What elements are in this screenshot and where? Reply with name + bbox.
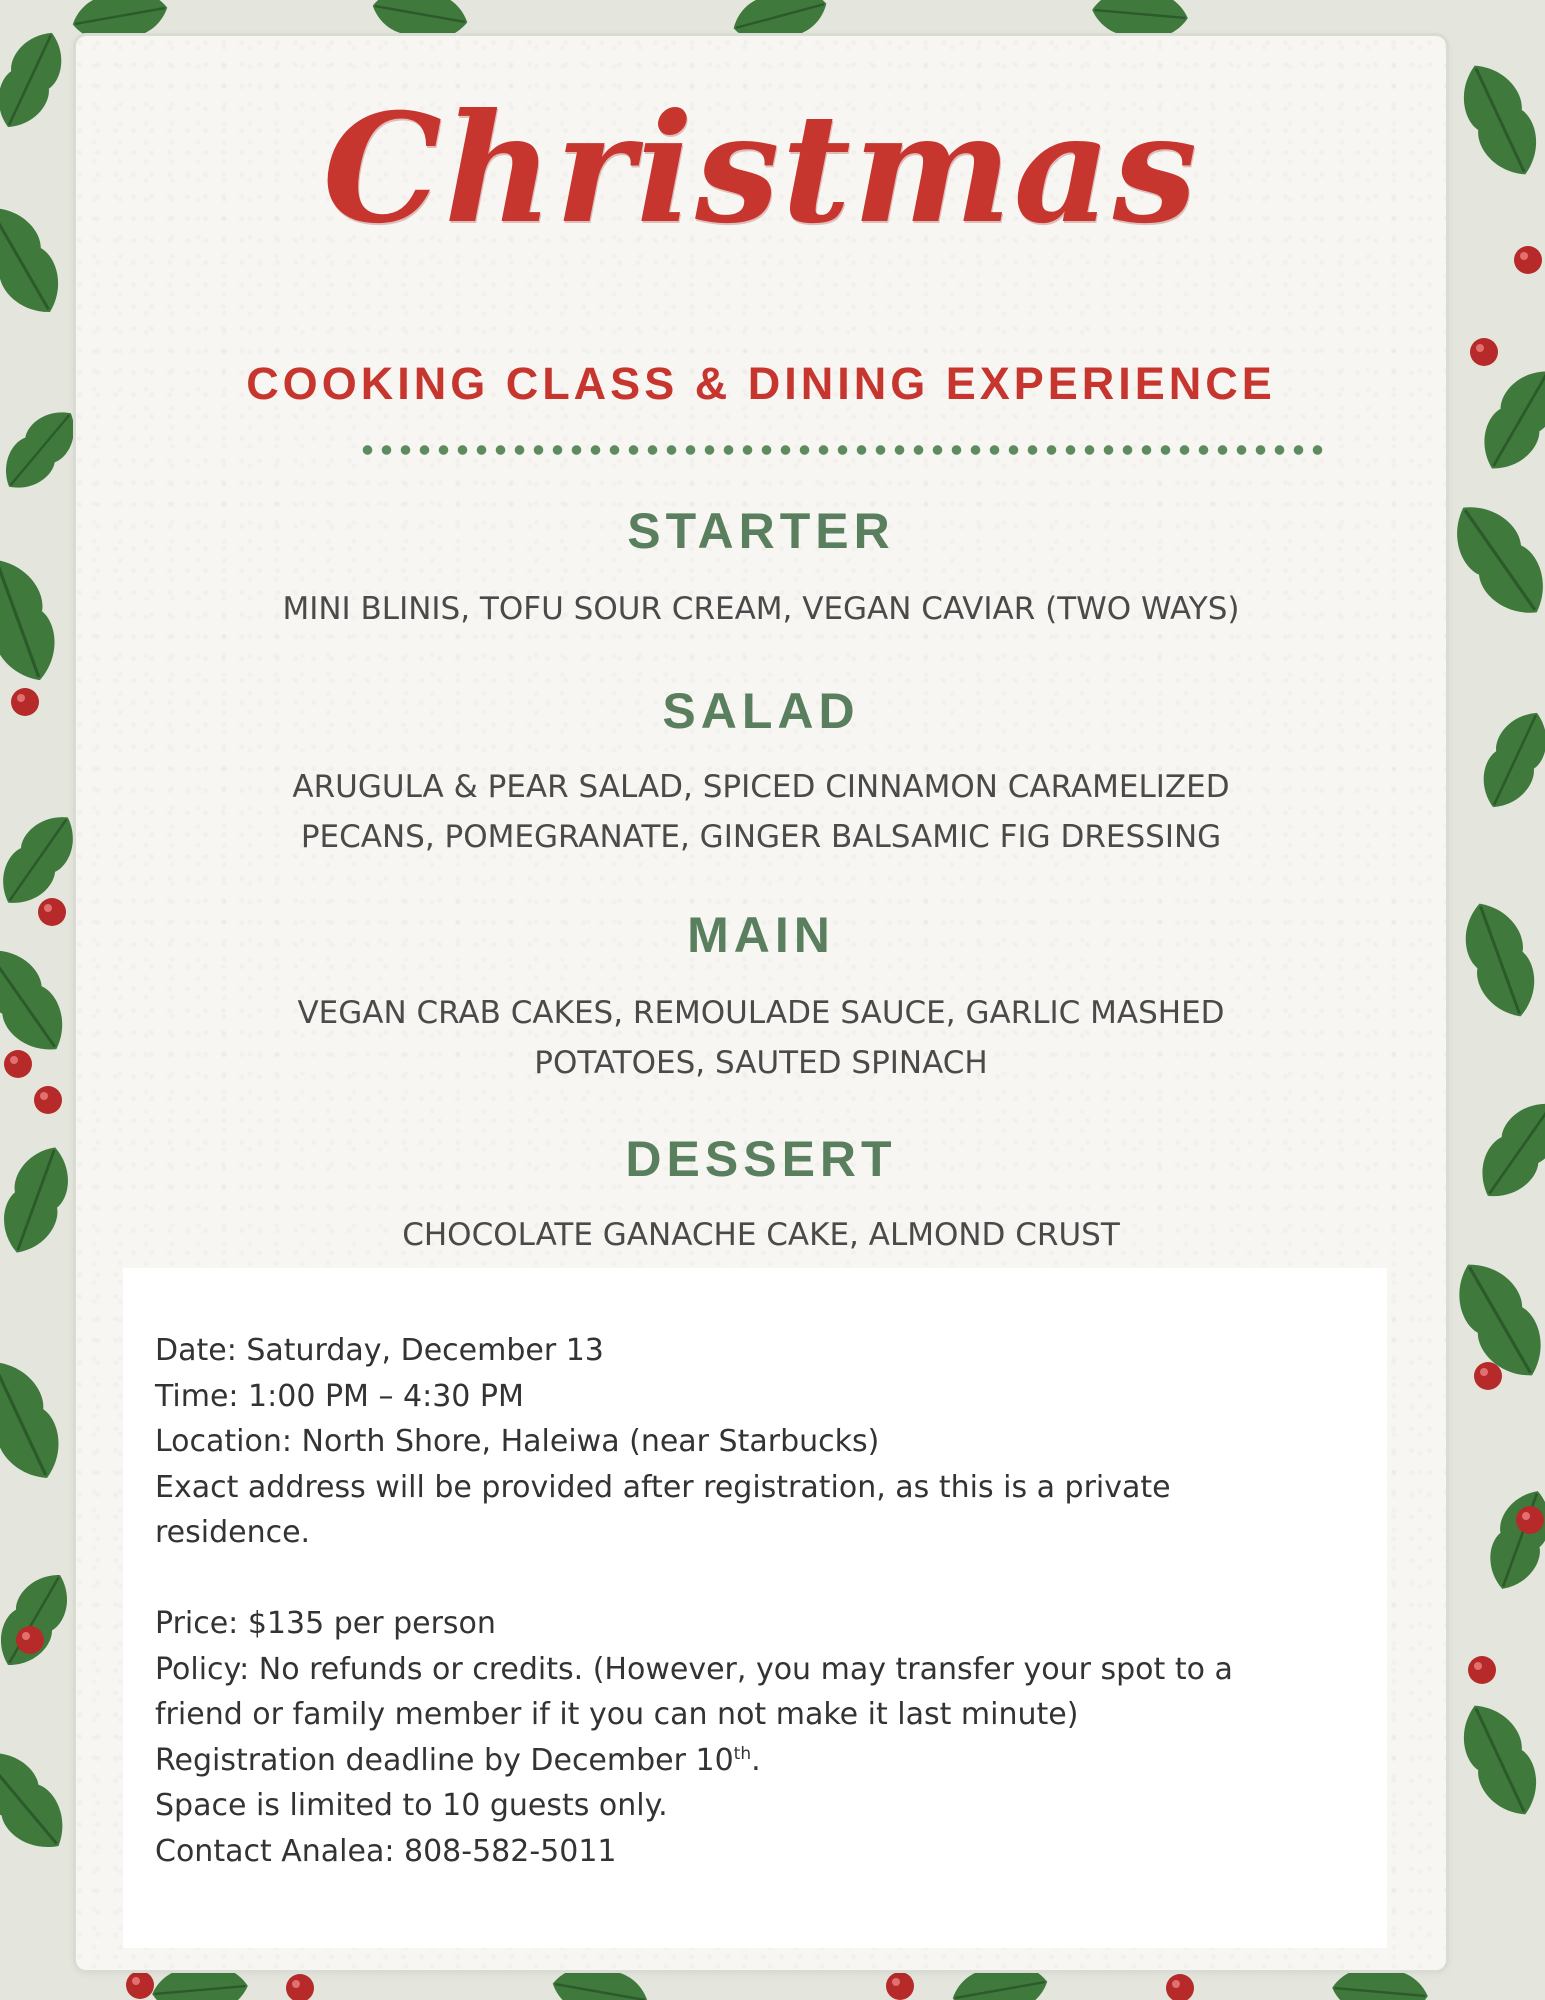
event-info-box [123,1268,1387,1948]
page-subtitle: COOKING CLASS & DINING EXPERIENCE [246,358,1276,409]
section-heading-salad: SALAD [662,683,860,739]
section-body-dessert [76,1210,1446,1260]
deadline-period: . [751,1742,761,1778]
menu-line: VEGAN CRAB CAKES, REMOULADE SAUCE, GARLIC MASHED [297,995,1225,1031]
space-limit: Space is limited to 10 guests only. [155,1788,668,1823]
menu-line: MINI BLINIS, TOFU SOUR CREAM, VEGAN CAVIAR (TWO WAYS) [282,591,1240,627]
menu-line: ARUGULA & PEAR SALAD, SPICED CINNAMON CARAMELIZED [292,769,1230,805]
spacer [155,1556,1365,1602]
section-heading-starter: STARTER [627,503,895,559]
dotted-divider [358,444,1328,456]
section-heading-main: MAIN [687,907,835,963]
section-body-salad [76,762,1446,862]
event-date: Date: Saturday, December 13 [155,1333,604,1368]
section-body-main [76,988,1446,1088]
page-title: Christmas [322,81,1200,257]
address-note-cont: residence. [155,1515,311,1550]
event-time: Time: 1:00 PM – 4:30 PM [155,1378,524,1414]
refund-policy: Policy: No refunds or credits. (However, you may transfer your spot to a [155,1651,1233,1687]
section-heading-dessert: DESSERT [625,1131,897,1187]
contact-info: Contact Analea: 808-582-5011 [155,1833,617,1869]
menu-line: CHOCOLATE GANACHE CAKE, ALMOND CRUST [402,1217,1120,1253]
event-info-text [155,1328,1365,1874]
refund-policy-cont: friend or family member if it you can not make it last minute) [155,1697,1079,1732]
section-body-starter [76,584,1446,634]
deadline-ordinal: th [733,1743,752,1764]
address-note: Exact address will be provided after registration, as this is a private [155,1469,1171,1505]
event-price: Price: $135 per person [155,1606,496,1641]
registration-deadline [155,1738,1365,1784]
menu-line: PECANS, POMEGRANATE, GINGER BALSAMIC FIG DRESSING [300,819,1222,855]
event-location: Location: North Shore, Haleiwa (near Starbucks) [155,1424,880,1459]
menu-line: POTATOES, SAUTED SPINACH [534,1045,988,1081]
deadline-text: Registration deadline by December 10 [155,1742,734,1778]
